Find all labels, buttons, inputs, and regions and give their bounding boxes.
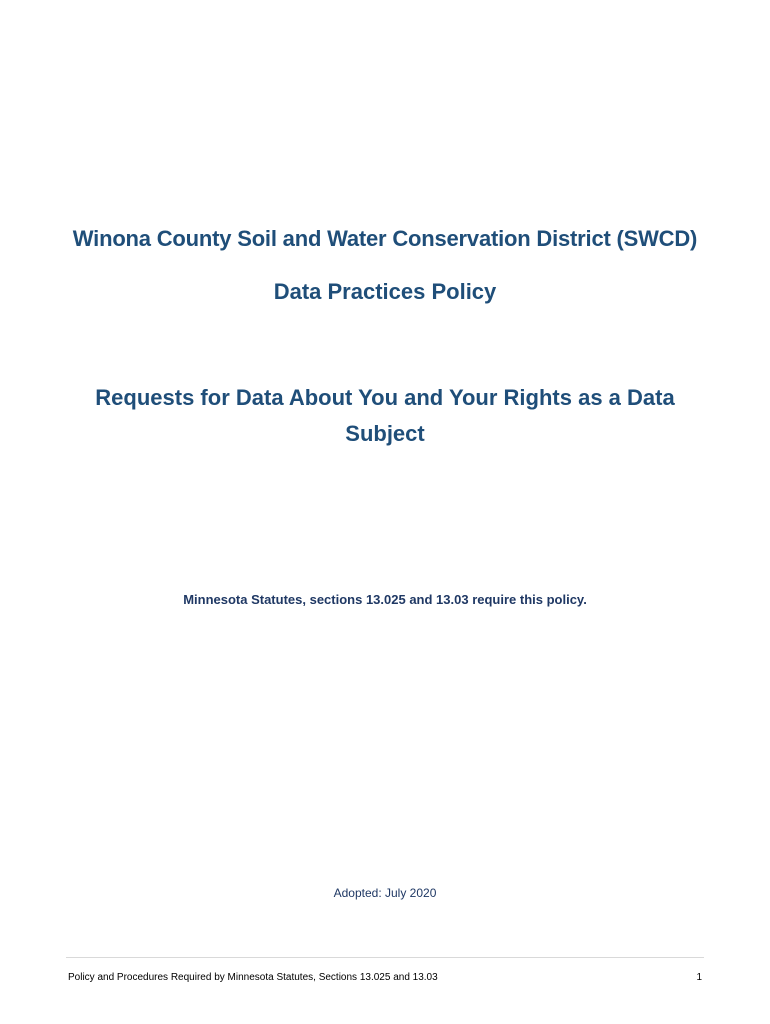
footer-text: Policy and Procedures Required by Minnesota Statutes, Sections 13.025 and 13.03 <box>68 972 438 983</box>
footer-divider <box>66 957 704 958</box>
section-heading: Requests for Data About You and Your Rights as a Data Subject <box>95 385 675 446</box>
statute-note: Minnesota Statutes, sections 13.025 and 13.03 require this policy. <box>183 592 587 607</box>
adopted-date: Adopted: July 2020 <box>333 886 437 900</box>
page-number: 1 <box>696 972 702 983</box>
document-subtitle: Data Practices Policy <box>273 279 497 304</box>
document-title: Winona County Soil and Water Conservation District (SWCD) <box>72 226 698 251</box>
